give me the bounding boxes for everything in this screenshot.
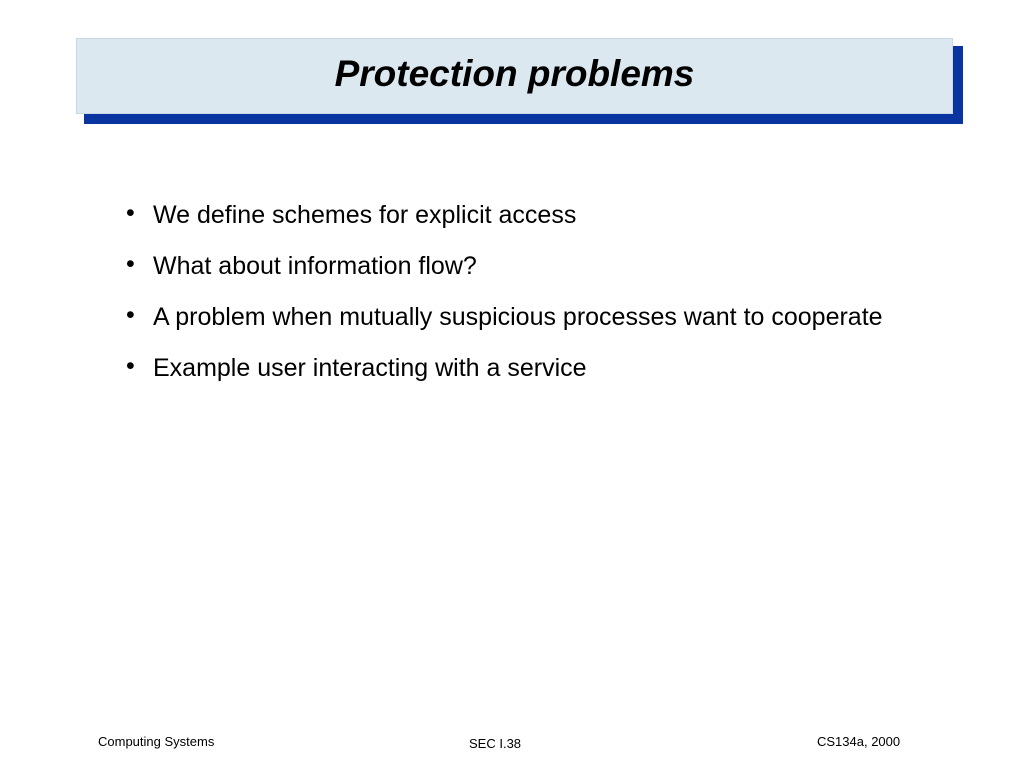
bullet-icon: • (126, 199, 135, 227)
bullet-list (126, 198, 886, 402)
bullet-text: A problem when mutually suspicious processes want to cooperate (153, 303, 883, 331)
slide-title: Protection problems (334, 53, 695, 94)
bullet-icon: • (126, 250, 135, 278)
bullet-icon: • (126, 352, 135, 380)
footer-course-name: Computing Systems (98, 734, 215, 749)
bullet-text: Example user interacting with a service (153, 354, 587, 382)
bullet-text: We define schemes for explicit access (153, 201, 577, 229)
bullet-item (126, 351, 886, 385)
footer-course-year: CS134a, 2000 (817, 734, 901, 749)
bullet-icon: • (126, 301, 135, 329)
bullet-item (126, 198, 886, 232)
bullet-item (126, 249, 886, 283)
bullet-text: What about information flow? (153, 252, 477, 280)
footer-slide-number: SEC I.38 (469, 736, 522, 751)
bullet-item (126, 300, 886, 334)
title-banner (76, 38, 953, 114)
